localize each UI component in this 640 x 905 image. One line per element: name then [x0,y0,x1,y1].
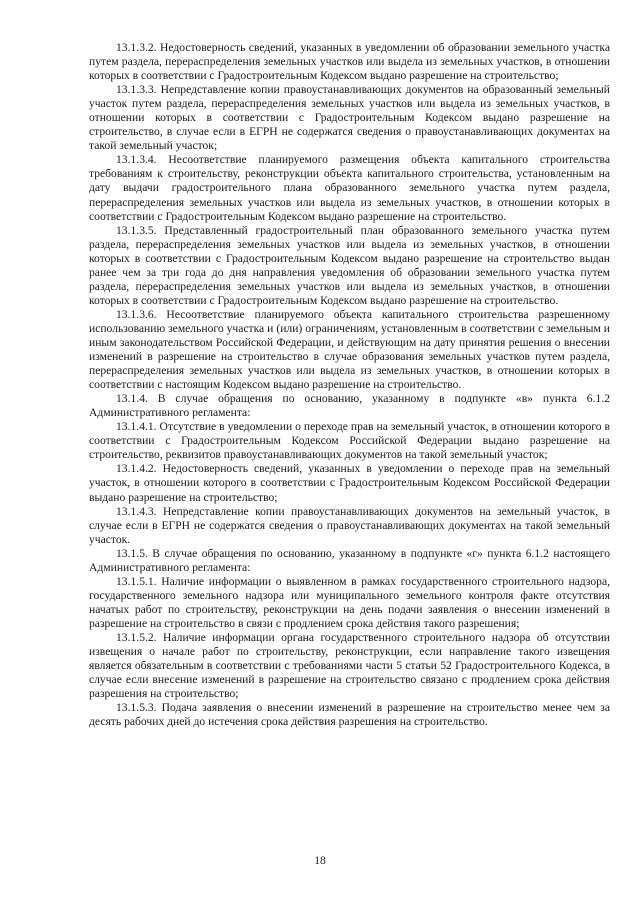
paragraph-13-1-4-2: 13.1.4.2. Недостоверность сведений, указанных в уведомлении о переходе прав на земельный участок, в отношении которого в соответствии с Градостроительным Кодексом Российской Федерации выдано разрешение на строительство; [89,462,610,504]
paragraph-13-1-3-4: 13.1.3.4. Несоответствие планируемого размещения объекта капитального строительства требованиям к строительству, реконструкции объекта капитального строительства, установленным на дату выдачи градостроительного плана образованного земельного участка путем раздела, перераспределения земельных участков или выдела из земельных участков, в отношении которых в соответствии с Градостроительным Кодексом выдано разрешение на строительство. [89,153,610,223]
paragraph-13-1-3-2: 13.1.3.2. Недостоверность сведений, указанных в уведомлении об образовании земельного участка путем раздела, перераспределения земельных участков или выдела из земельных участков, в отношении которых в соответствии с Градостроительным Кодексом выдано разрешение на строительство; [89,41,610,83]
paragraph-13-1-5: 13.1.5. В случае обращения по основанию, указанному в подпункте «г» пункта 6.1.2 настоящего Административного регламента: [89,546,610,574]
paragraph-13-1-3-3: 13.1.3.3. Непредставление копии правоустанавливающих документов на образованный земельный участок путем раздела, перераспределения земельных участков или выдела из земельных участков, в отношении которых в соответствии с Градостроительным Кодексом выдано разрешение на строительство, в случае если в ЕГРН не содержатся сведения о правоустанавливающих документах на такой земельный участок; [89,83,610,153]
paragraph-13-1-4-1: 13.1.4.1. Отсутствие в уведомлении о переходе прав на земельный участок, в отношении которого в соответствии с Градостроительным Кодексом Российской Федерации выдано разрешение на строительство, реквизитов правоустанавливающих документов на такой земельный участок; [89,420,610,462]
page-number: 18 [314,854,326,867]
paragraph-13-1-3-6: 13.1.3.6. Несоответствие планируемого объекта капитального строительства разрешенному использованию земельного участка и (или) ограничениям, установленным в соответствии с земельным и иным законодательством Российской Федерации, и действующим на дату принятия решения о внесении изменений в разрешение на строительство в случае образования земельных участков путем раздела, перераспределения земельных участков или выдела из земельных участков, в отношении которых в соответствии с настоящим Кодексом выдано разрешение на строительство. [89,307,610,392]
document-body [89,41,610,729]
paragraph-13-1-5-1: 13.1.5.1. Наличие информации о выявленном в рамках государственного строительного надзора, государственного земельного надзора или муниципального земельного контроля факте отсутствия начатых работ по строительству, реконструкции на день подачи заявления о внесении изменений в разрешение на строительство в связи с продлением срока действия такого разрешения; [89,574,610,630]
paragraph-13-1-5-3: 13.1.5.3. Подача заявления о внесении изменений в разрешение на строительство менее чем за десять рабочих дней до истечения срока действия разрешения на строительство. [89,701,610,729]
paragraph-13-1-5-2: 13.1.5.2. Наличие информации органа государственного строительного надзора об отсутствии извещения о начале работ по строительству, реконструкции, если направление такого извещения является обязательным в соответствии с требованиями части 5 статьи 52 Градостроительного Кодекса, в случае если внесение изменений в разрешение на строительство связано с продлением срока действия разрешения на строительство; [89,630,610,701]
paragraph-13-1-4: 13.1.4. В случае обращения по основанию, указанному в подпункте «в» пункта 6.1.2 Административного регламента: [89,392,610,420]
paragraph-13-1-3-5: 13.1.3.5. Представленный градостроительный план образованного земельного участка путем раздела, перераспределения земельных участков или выдела из земельных участков, в отношении которых в соответствии с Градостроительным Кодексом выдано разрешение на строительство выдан ранее чем за три года до дня направления уведомления об образовании земельного участка путем раздела, перераспределения земельных участков или выдела из земельных участков, в отношении которых в соответствии с Градостроительным Кодексом выдано разрешение на строительство. [89,223,610,307]
paragraph-13-1-4-3: 13.1.4.3. Непредставление копии правоустанавливающих документов на земельный участок, в случае если в ЕГРН не содержатся сведения о правоустанавливающих документах на такой земельный участок. [89,504,610,546]
